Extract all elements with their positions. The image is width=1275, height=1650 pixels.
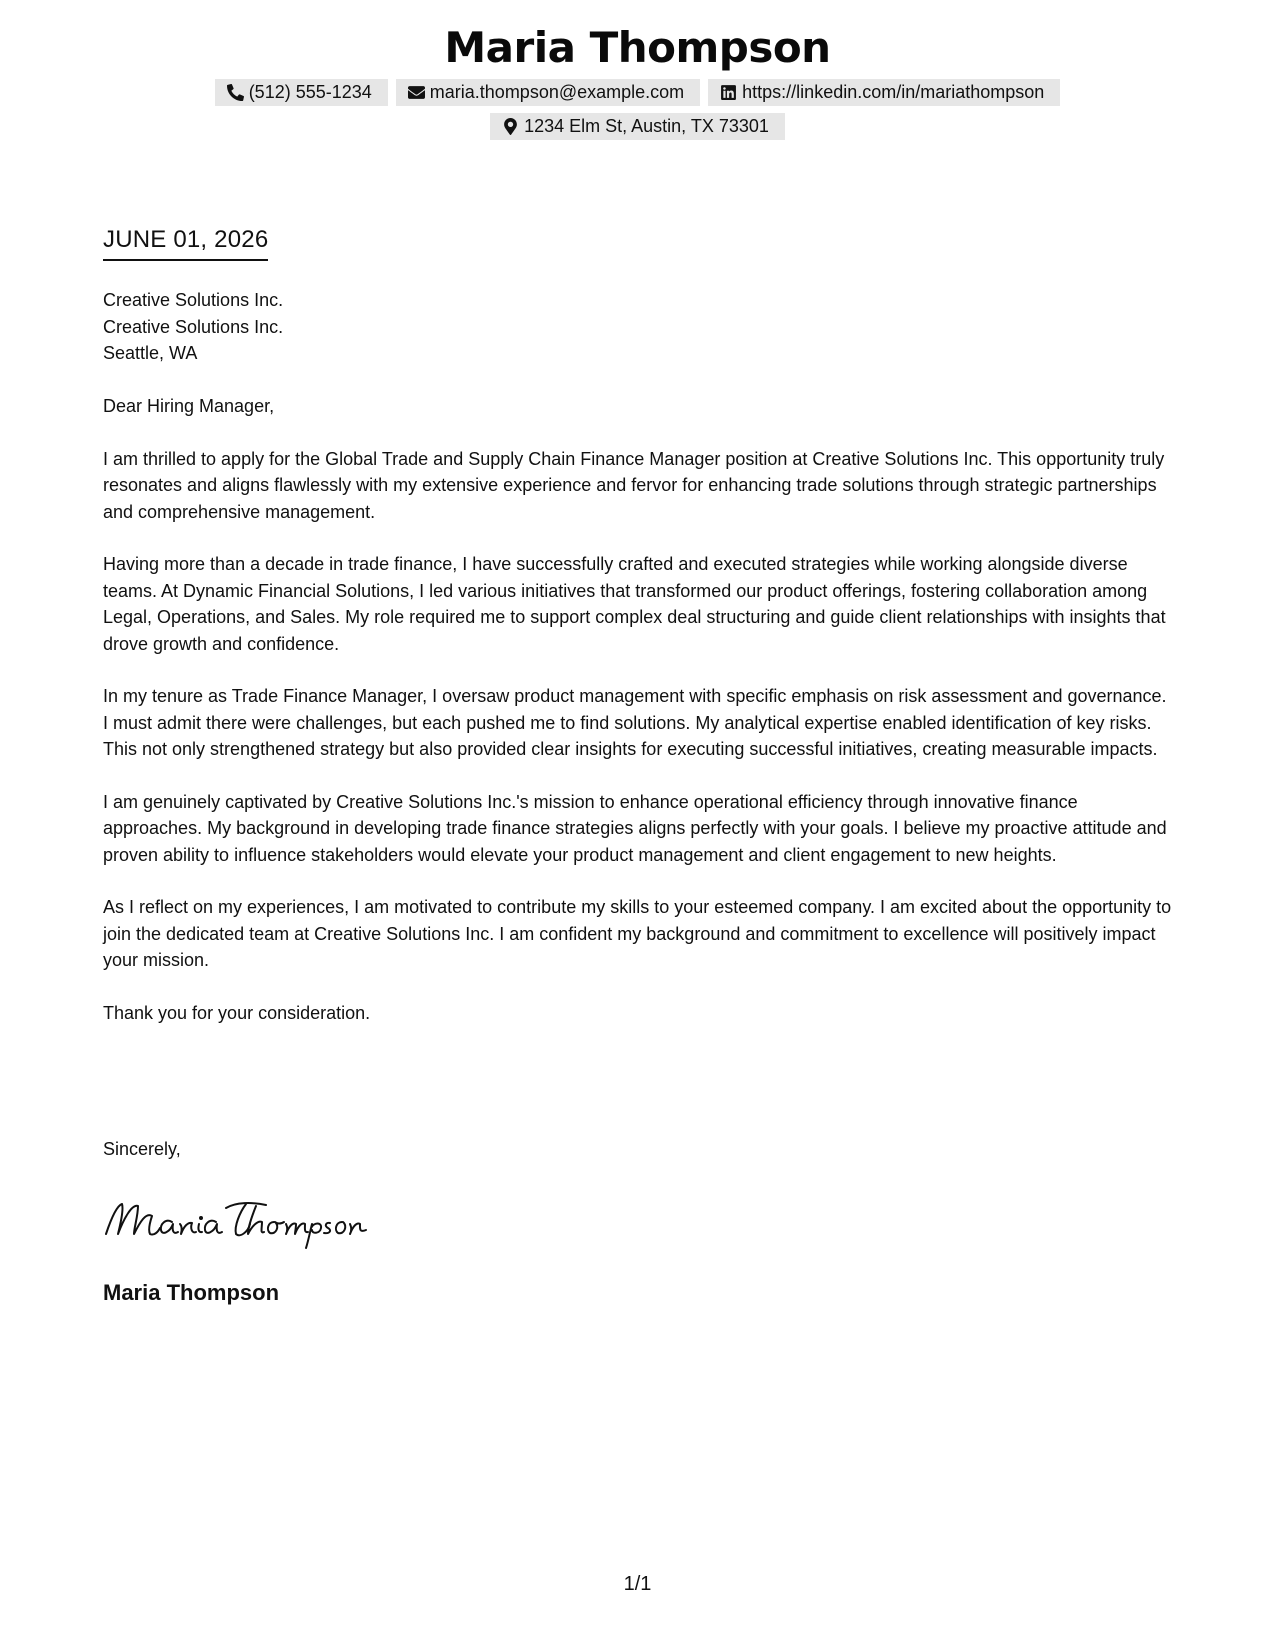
- linkedin-icon: [720, 84, 737, 101]
- body-paragraph: Having more than a decade in trade finance, I have successfully crafted and executed strategies while working alongside diverse teams. At Dynamic Financial Solutions, I led various initiatives that transformed our product offerings, fostering collaboration among Legal, Operations, and Sales. My role required me to support complex deal structuring and guide client relationships with insights that drove growth and confidence.: [103, 554, 1166, 654]
- body-paragraph: I am genuinely captivated by Creative Solutions Inc.'s mission to enhance operational efficiency through innovative finance approaches. My background in developing trade finance strategies aligns perfectly with your goals. I believe my proactive attitude and proven ability to influence stakeholders would elevate your product management and client engagement to new heights.: [103, 791, 1167, 865]
- phone-icon: [227, 84, 244, 101]
- contact-row-address: [0, 113, 1275, 140]
- salutation: Dear Hiring Manager,: [103, 396, 275, 416]
- linkedin-chip: [708, 79, 1060, 106]
- applicant-name: Maria Thompson: [444, 23, 831, 72]
- body-paragraph: In my tenure as Trade Finance Manager, I oversaw product management with specific emphasis on risk assessment and governance. I must admit there were challenges, but each pushed me to find solutions. My analytical expertise enabled identification of key risks. This not only strengthened strategy but also provided clear insights for executing successful initiatives, creating measurable impacts.: [103, 686, 1167, 759]
- page-number: 1/1: [623, 1573, 652, 1595]
- map-pin-icon: [502, 118, 519, 135]
- date-block: [103, 226, 268, 261]
- signer-name: Maria Thompson: [103, 1280, 280, 1305]
- email-text: maria.thompson@example.com: [429, 82, 685, 102]
- contact-row: [0, 79, 1275, 106]
- letter-date: JUNE 01, 2026: [103, 226, 268, 261]
- address-text: 1234 Elm St, Austin, TX 73301: [524, 116, 769, 136]
- recipient-line: Seattle, WA: [103, 343, 198, 363]
- recipient-block: [103, 287, 283, 367]
- address-chip: [490, 113, 785, 140]
- phone-chip: [215, 79, 388, 106]
- letter-header: [0, 18, 1275, 140]
- body-paragraph: I am thrilled to apply for the Global Trade and Supply Chain Finance Manager position at Creative Solutions Inc. This opportunity truly resonates and aligns flawlessly with my extensive experience and fervor for enhancing trade solutions through strategic partnerships and comprehensive management.: [103, 448, 1165, 522]
- phone-text: (512) 555-1234: [248, 82, 372, 102]
- body-paragraph: As I reflect on my experiences, I am motivated to contribute my skills to your esteemed company. I am excited about the opportunity to join the dedicated team at Creative Solutions Inc. I am confident my background and commitment to excellence will positively impact your mission.: [103, 897, 1172, 970]
- letter-body: [103, 393, 1175, 1052]
- recipient-line: Creative Solutions Inc.: [103, 290, 284, 310]
- recipient-line: Creative Solutions Inc.: [103, 316, 284, 337]
- body-paragraph: Thank you for your consideration.: [103, 1002, 371, 1023]
- envelope-icon: [408, 84, 425, 101]
- linkedin-text: https://linkedin.com/in/mariathompson: [742, 82, 1045, 102]
- handwritten-signature: [100, 1192, 370, 1252]
- email-chip: [396, 79, 700, 106]
- closing: Sincerely,: [103, 1139, 181, 1159]
